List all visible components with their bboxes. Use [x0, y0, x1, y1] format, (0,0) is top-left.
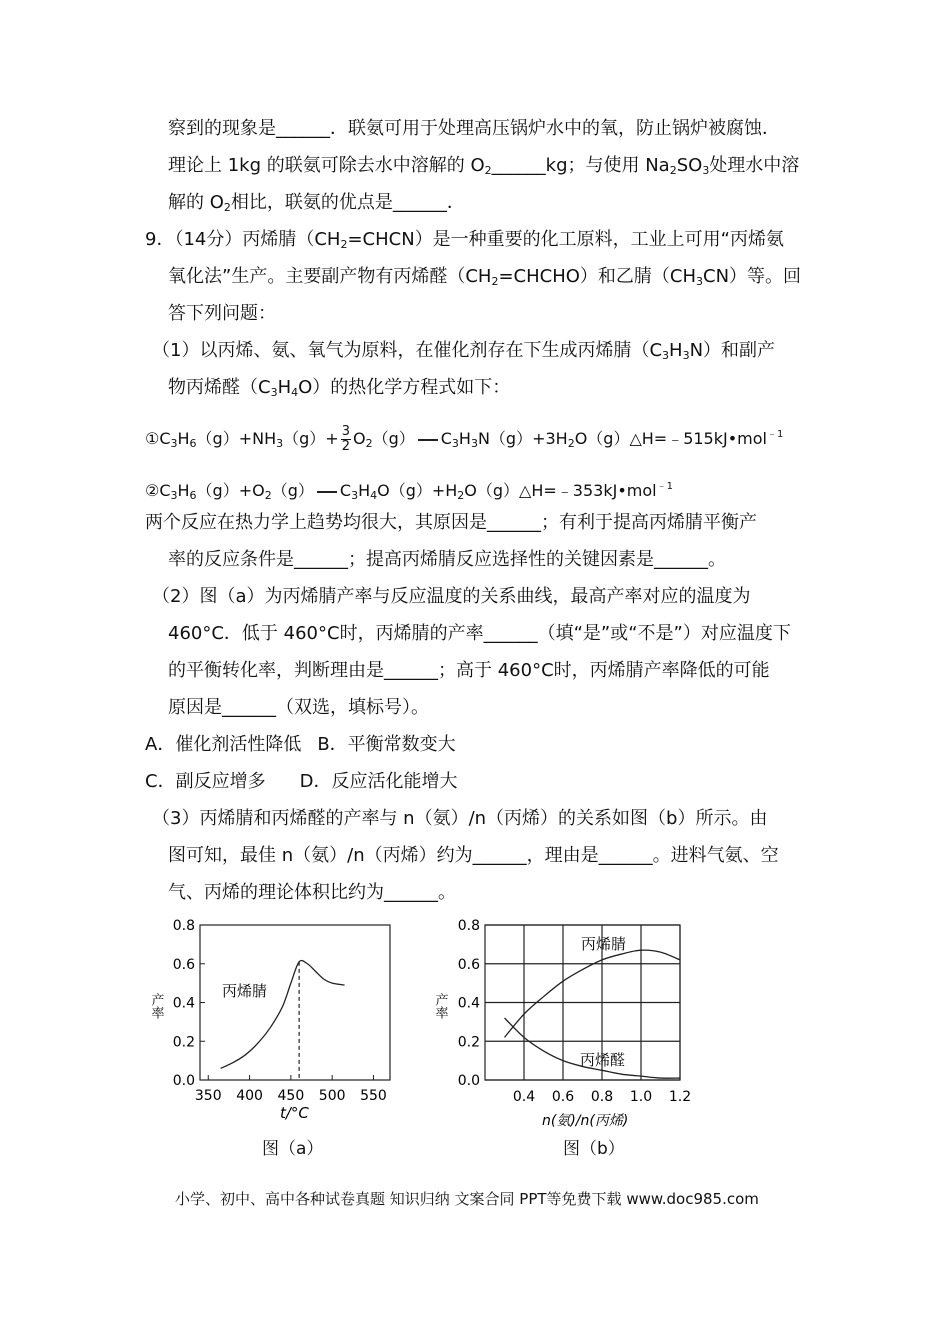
text-span: O（g）△H=﹣353kJ•mol	[464, 481, 657, 500]
text-span: 两个反应在热力学上趋势均很大，其原因是______；有利于提高丙烯腈平衡产	[145, 512, 757, 533]
reaction-arrow	[418, 439, 438, 441]
y-axis-label: 产率	[148, 993, 164, 1019]
text-span: （g）+	[283, 429, 339, 448]
series-line-丙烯腈	[221, 961, 345, 1069]
y-axis-label: 产率	[432, 993, 448, 1019]
subscript: 4	[291, 386, 299, 399]
subscript: 3	[702, 164, 710, 177]
text-span: H	[669, 340, 683, 361]
text-span: H	[358, 481, 371, 500]
text-span: （1）以丙烯、氨、氧气为原料，在催化剂存在下生成丙烯腈（C	[152, 340, 663, 361]
subscript: 6	[189, 489, 197, 502]
y-tick-label: 0.8	[457, 918, 480, 934]
subscript: 6	[189, 437, 197, 450]
series-label-2: 丙烯醛	[580, 1051, 626, 1069]
x-tick-label: 0.8	[590, 1089, 614, 1105]
text-span: （g）	[271, 481, 314, 500]
subscript: 2	[365, 437, 373, 450]
subscript: 2	[264, 489, 272, 502]
y-tick-label: 0.8	[172, 918, 195, 934]
text-span: =CHCN）是一种重要的化工原料，工业上可用“丙烯氨	[347, 229, 785, 250]
text-span: 的平衡转化率，判断理由是______；高于 460°C时，丙烯腈产率降低的可能	[168, 660, 770, 681]
text-line-3	[168, 190, 465, 221]
text-span: 处理水中溶	[709, 155, 800, 176]
series-line-丙烯醛	[505, 1018, 681, 1078]
page-footer: 小学、初中、高中各种试卷真题 知识归纳 文案合同 PPT等免费下载 www.doc985.com	[175, 1190, 759, 1208]
subscript: 2	[223, 201, 231, 214]
subscript: 4	[370, 489, 378, 502]
subscript: 3	[270, 386, 278, 399]
text-span: （g）	[372, 429, 415, 448]
y-tick-label: 0.4	[172, 995, 195, 1012]
subscript: 2	[457, 489, 465, 502]
plot-frame	[200, 925, 390, 1080]
subscript: 3	[682, 349, 690, 362]
option-c: C．副反应增多	[145, 771, 266, 792]
y-tick-label: 0.6	[457, 956, 480, 973]
text-span: 图可知，最佳 n（氨）/n（丙烯）约为______，理由是______。进料气氨、空	[168, 845, 779, 866]
text-span: 答下列问题：	[168, 303, 276, 324]
sub2-line-3	[168, 658, 770, 684]
text-span: O（g）+H	[377, 481, 458, 500]
text-span: H	[277, 377, 292, 398]
text-span: （g）+O	[196, 481, 265, 500]
text-span: （3）丙烯腈和丙烯醛的产率与 n（氨）/n（丙烯）的关系如图（b）所示。由	[152, 808, 768, 829]
subscript: 3	[696, 275, 703, 288]
text-span: C	[440, 429, 452, 448]
y-tick-label: 0.0	[457, 1073, 480, 1089]
x-tick-label: 1.2	[668, 1089, 692, 1105]
subscript: 3	[451, 437, 459, 450]
superscript: ﹣1	[766, 429, 784, 440]
superscript: ﹣1	[656, 481, 673, 492]
text-span: 理论上 1kg 的联氨可除去水中溶解的 O	[168, 155, 485, 176]
text-line-2	[168, 153, 799, 184]
text-span: H	[177, 481, 190, 500]
y-tick-label: 0.2	[457, 1034, 480, 1051]
text-span: 察到的现象是______．联氨可用于处理高压锅炉水中的氧，防止锅炉被腐蚀．	[168, 118, 780, 139]
text-span: SO	[676, 155, 703, 176]
reaction-arrow	[317, 491, 337, 493]
caption-b: 图（b）	[563, 1139, 625, 1159]
series-label-1: 丙烯腈	[581, 935, 627, 953]
y-tick-label: 0.2	[172, 1034, 195, 1051]
sub1-line-1	[152, 338, 775, 369]
x-tick-label: 0.4	[512, 1089, 536, 1105]
text-span: （2）图（a）为丙烯腈产率与反应温度的关系曲线，最高产率对应的温度为	[152, 586, 751, 607]
chart-b	[430, 915, 710, 1165]
text-span: 解的 O	[168, 192, 224, 213]
subscript: 3	[276, 437, 284, 450]
text-span: 物丙烯醛（C	[168, 377, 271, 398]
question-9-line-3	[168, 301, 276, 327]
x-tick-label: 500	[318, 1088, 346, 1104]
text-span: 率的反应条件是______；提高丙烯腈反应选择性的关键因素是______。	[168, 549, 726, 570]
x-tick-label: 400	[236, 1088, 263, 1104]
text-span: 460°C．低于 460°C时，丙烯腈的产率______（填“是”或“不是”）对应温度下	[168, 623, 791, 644]
y-tick-label: 0.6	[172, 956, 195, 973]
text-span: 氧化法”生产。主要副产物有丙烯醛（CH	[168, 266, 492, 287]
subscript: 2	[484, 164, 492, 177]
subscript: 3	[170, 437, 178, 450]
sub3-line-1	[152, 806, 767, 832]
subscript: 2	[340, 238, 348, 251]
subscript: 3	[662, 349, 670, 362]
subscript: 3	[470, 437, 478, 450]
text-span: N）和副产	[689, 340, 776, 361]
x-axis-label: n(氨)/n(丙烯)	[542, 1113, 629, 1129]
text-span: 原因是______（双选，填标号）。	[168, 697, 429, 718]
subscript: 3	[170, 489, 178, 502]
x-tick-label: 450	[277, 1088, 305, 1104]
x-axis-label: t/°C	[280, 1104, 309, 1122]
question-9-line-1	[145, 227, 784, 258]
fraction-denominator: 2	[341, 439, 350, 454]
x-tick-label: 1.0	[629, 1089, 653, 1105]
x-tick-label: 0.6	[551, 1089, 575, 1105]
text-span: ______kg；与使用 Na	[491, 155, 670, 176]
text-span: H	[458, 429, 471, 448]
sub3-line-2	[168, 843, 779, 869]
text-line-1	[168, 116, 780, 142]
option-b: B．平衡常数变大	[317, 734, 456, 755]
x-tick-label: 350	[194, 1088, 222, 1104]
sub3-line-3	[168, 880, 456, 906]
options-line-2	[145, 769, 457, 795]
text-span: 相比，联氨的优点是______．	[230, 192, 465, 213]
fraction	[341, 425, 351, 454]
x-tick-label: 550	[360, 1088, 387, 1104]
text-span: O）的热化学方程式如下：	[298, 377, 511, 398]
options-line-1	[145, 732, 456, 758]
subscript: 2	[669, 164, 677, 177]
text-span: ①C	[145, 429, 171, 448]
y-tick-label: 0.4	[457, 995, 480, 1012]
text-span: N（g）+3H	[477, 429, 568, 448]
text-span: 9．（14分）丙烯腈（CH	[145, 229, 341, 250]
chart-a	[140, 915, 440, 1165]
sub2-line-4	[168, 695, 429, 721]
sub2-line-1	[152, 584, 750, 610]
text-span: O	[352, 429, 366, 448]
text-line-t1	[145, 510, 757, 536]
series-label: 丙烯腈	[222, 982, 268, 1000]
text-span: H	[177, 429, 190, 448]
text-line-t2	[168, 547, 726, 573]
text-span: CN）等。回	[703, 266, 802, 287]
question-9-line-2	[168, 264, 801, 295]
text-span: C	[339, 481, 352, 500]
subscript: 2	[567, 437, 575, 450]
text-span: 气、丙烯的理论体积比约为______。	[168, 882, 456, 903]
sub2-line-2	[168, 621, 791, 647]
option-d: D．反应活化能增大	[299, 771, 458, 792]
text-span: ②C	[145, 481, 171, 500]
sub1-line-2	[168, 375, 510, 406]
subscript: 3	[351, 489, 359, 502]
equation-1	[145, 422, 783, 457]
text-span: （g）+NH	[196, 429, 277, 448]
equation-2	[145, 474, 673, 509]
subscript: 2	[491, 275, 499, 288]
y-tick-label: 0.0	[172, 1073, 195, 1089]
text-span: O（g）△H=﹣515kJ•mol	[574, 429, 767, 448]
option-a: A．催化剂活性降低	[145, 734, 302, 755]
text-span: =CHCHO）和乙腈（CH	[498, 266, 696, 287]
caption-a: 图（a）	[262, 1139, 324, 1159]
fraction-numerator: 3	[341, 424, 350, 439]
